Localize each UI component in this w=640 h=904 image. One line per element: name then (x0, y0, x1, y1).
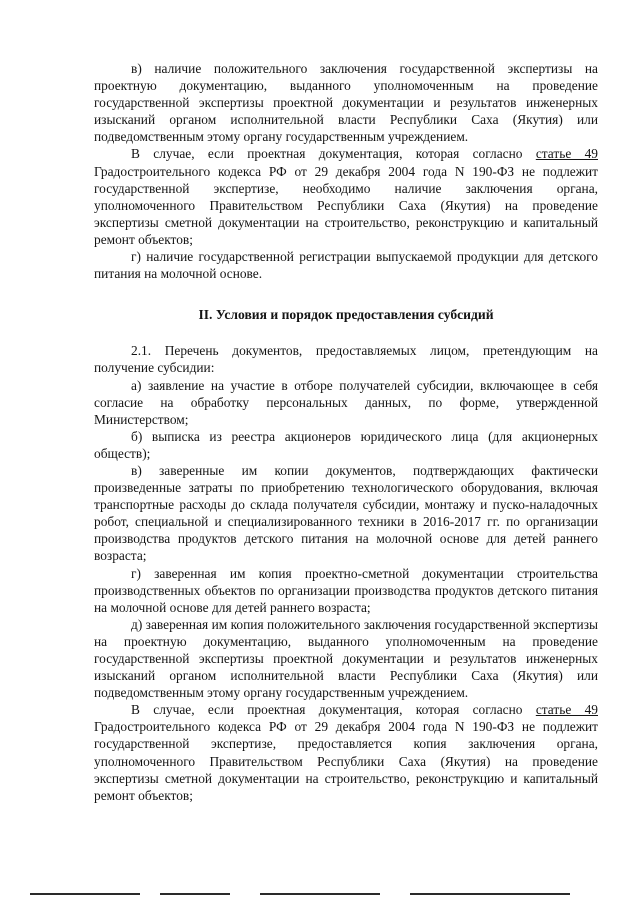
paragraph-item-g-docs: г) заверенная им копия проектно-сметной документации строительства производственных объектов по организации производства продуктов детского питания на молочной основе для детей раннего возраста; (94, 565, 598, 615)
paragraph-item-g: г) наличие государственной регистрации выпускаемой продукции для детского питания на молочной основе. (94, 249, 598, 282)
paragraph-item-a: а) заявление на участие в отборе получателей субсидии, включающее в себя согласие на обработку персональных данных, по форме, утвержденной Министерством; (94, 377, 598, 427)
case-2-text-start: В случае, если проектная документация, которая согласно (131, 702, 536, 718)
scan-artifact-line (160, 893, 230, 895)
case-1-text-end: Градостроительного кодекса РФ от 29 декабря 2004 года N 190-ФЗ не подлежит государственной экспертизе, необходимо наличие заключения органа, уполномоченного Правительством Республики Саха (Якутия) на проведение экспертизы сметной документации на строительство, реконструкцию и капитальный ремонт объектов; (94, 163, 598, 247)
paragraph-item-v-docs: в) заверенные им копии документов, подтверждающих фактически произведенные затраты по приобретению технологического оборудования, включая транспортные расходы до склада получателя субсидии, монтажу и пуско-наладочных робот, специальной и специализированного техники в 2016-2017 гг. по организации производства продуктов детского питания на молочной основе для детей раннего возраста; (94, 462, 598, 564)
paragraph-case-1 (94, 145, 598, 248)
document-body (94, 60, 598, 804)
case-2-text-end: Градостроительного кодекса РФ от 29 декабря 2004 года N 190-ФЗ не подлежит государственной экспертизе, предоставляется копия заключения органа, уполномоченного Правительством Республики Саха (Якутия) на проведение экспертизы сметной документации на строительство, реконструкцию и капитальный ремонт объектов; (94, 719, 598, 803)
case-1-text-start: В случае, если проектная документация, которая согласно (131, 146, 536, 162)
paragraph-2-1: 2.1. Перечень документов, предоставляемых лицом, претендующим на получение субсидии: (94, 343, 598, 376)
section-heading: II. Условия и порядок предоставления субсидий (198, 307, 494, 323)
paragraph-item-v: в) наличие положительного заключения государственной экспертизы на проектную документацию, выданного уполномоченным на проведение государственной экспертизы проектной документации и результатов инженерных изысканий органом исполнительной власти Республики Саха (Якутия) или подведомственным этому органу государственным учреждением. (94, 61, 598, 145)
scan-artifact-line (260, 893, 380, 895)
paragraph-item-b: б) выписка из реестра акционеров юридического лица (для акционерных обществ); (94, 428, 598, 461)
paragraph-case-2 (94, 701, 598, 804)
scan-artifact-line (410, 893, 570, 895)
article-49-link[interactable]: статье 49 (535, 146, 598, 162)
article-49-link-2[interactable]: статье 49 (535, 702, 598, 718)
scan-artifact-line (30, 893, 140, 895)
paragraph-item-d-docs: д) заверенная им копия положительного заключения государственной экспертизы на проектную документацию, выданного уполномоченным на проведение государственной экспертизы проектной документации и результатов инженерных изысканий органом исполнительной власти Республики Саха (Якутия) или подведомственным этому органу государственным учреждением. (94, 616, 598, 701)
